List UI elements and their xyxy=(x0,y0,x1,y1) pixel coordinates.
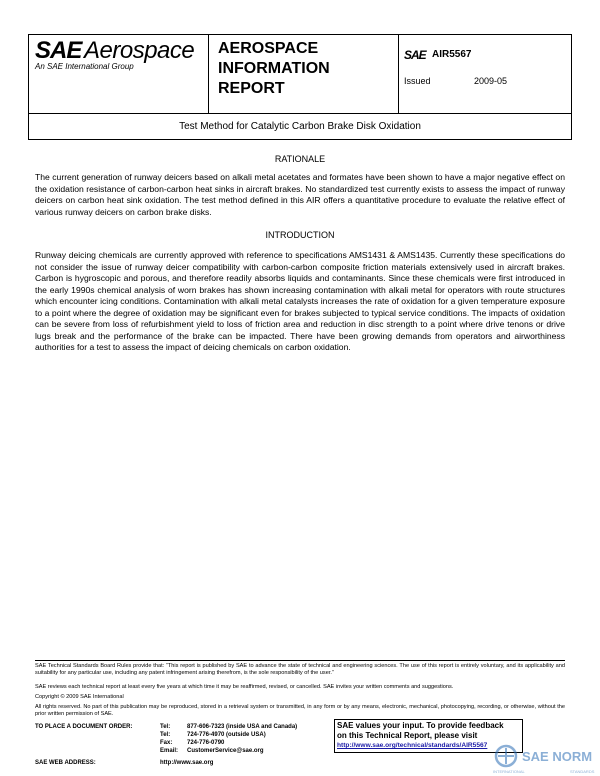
report-type-line: AEROSPACE xyxy=(218,40,319,57)
footer-rights: All rights reserved. No part of this publication may be reproduced, stored in a retrieval system or transmitted, in any form or by any means, electronic, mechanical, photocopying, recording, or otherwise, without the prior written permission of SAE. xyxy=(35,704,565,718)
web-address-link[interactable]: http://www.sae.org xyxy=(160,760,214,766)
logo-tagline: An SAE International Group xyxy=(35,62,134,71)
document-title: Test Method for Catalytic Carbon Brake Disk Oxidation xyxy=(179,121,421,132)
email-label: Email: xyxy=(160,748,179,754)
tel-value: 724-776-4970 (outside USA) xyxy=(187,732,266,738)
feedback-text: SAE values your input. To provide feedback xyxy=(337,721,504,730)
footer-board-rules: SAE Technical Standards Board Rules provide that: “This report is published by SAE to advance the state of technical and engineering sciences. The use of this report is entirely voluntary, and its applicability and suitability for any particular use, including any patent infringement arising therefrom, is the sole responsibility of the user.” xyxy=(35,663,565,677)
rationale-paragraph: The current generation of runway deicers based on alkali metal acetates and formates have been shown to have a major negative effect on the oxidation resistance of carbon-carbon heat sinks in aircraft brakes. No standardized test currently exists to assess the impact of runway deicers on carbon heat sink oxidation. The test method defined in this AIR offers a quantitative procedure to evaluate the relative effect of various runway deicers on carbon brake disks. xyxy=(35,172,565,217)
introduction-paragraph: Runway deicing chemicals are currently approved with reference to specifications AMS1431 & AMS1435. Currently these specifications do not consider the issue of runway deicer compatibility with carbon-carbon composite friction materials extensively used in aircraft brakes. Carbon is hygroscopic and porous, and therefore readily absorbs liquids and contaminants. Since these chemicals were first introduced in the early 1990s chemical analysis of worn brakes has shown increasing contamination with alkali metal for operators with route structures which encounter icing conditions. Contamination with alkali metal catalysts increases the rate of oxidation for a given temperature exposure to a point where the degree of oxidation may be significant even for brakes subjected to typical service conditions. The impacts of oxidation can be severe from loss of refurbishment yield to loss of friction area and reduction in disc strength to a point where drive tenons or drive lugs break and the performance of the brake can be impacted. There have been growing demands from operators and airworthiness authorities for a test to assess the impact of deicing chemicals on carbon oxidation. xyxy=(35,250,565,352)
document-number: AIR5567 xyxy=(432,49,472,60)
header-divider xyxy=(398,34,399,114)
order-label: TO PLACE A DOCUMENT ORDER: xyxy=(35,724,133,730)
footer-copyright: Copyright © 2009 SAE International xyxy=(35,694,124,700)
watermark-subtext: INTERNATIONAL xyxy=(493,769,525,774)
sae-small-logo: SAE xyxy=(404,48,426,62)
sae-norm-watermark xyxy=(492,740,600,776)
feedback-text: on this Technical Report, please visit xyxy=(337,731,478,740)
feedback-link[interactable]: http://www.sae.org/technical/standards/AIR5567 xyxy=(337,742,488,749)
footer-divider xyxy=(35,660,565,661)
aerospace-logo-text: Aerospace xyxy=(84,37,195,64)
web-address-label: SAE WEB ADDRESS: xyxy=(35,760,96,766)
tel-label: Tel: xyxy=(160,732,171,738)
tel-value: 877-606-7323 (inside USA and Canada) xyxy=(187,724,298,730)
report-type xyxy=(218,39,388,99)
watermark-text: SAE NORM xyxy=(522,749,593,764)
header-divider xyxy=(208,34,209,114)
report-type-line: INFORMATION xyxy=(218,60,330,77)
watermark-subtext: STANDARDS xyxy=(570,769,595,774)
report-type-line: REPORT xyxy=(218,80,285,97)
tel-label: Tel: xyxy=(160,724,171,730)
fax-value: 724-776-0790 xyxy=(187,740,225,746)
issued-label: Issued xyxy=(404,76,431,86)
introduction-heading: INTRODUCTION xyxy=(265,230,335,240)
email-value[interactable]: CustomerService@sae.org xyxy=(187,748,264,754)
footer-review-note: SAE reviews each technical report at least every five years at which time it may be reaffirmed, revised, or cancelled. SAE invites your written comments and suggestions. xyxy=(35,684,454,690)
sae-norm-logo-mark xyxy=(496,746,516,766)
issued-date: 2009-05 xyxy=(474,76,508,86)
rationale-heading: RATIONALE xyxy=(274,154,326,164)
fax-label: Fax: xyxy=(160,740,173,746)
sae-logo: SAE xyxy=(35,37,82,64)
